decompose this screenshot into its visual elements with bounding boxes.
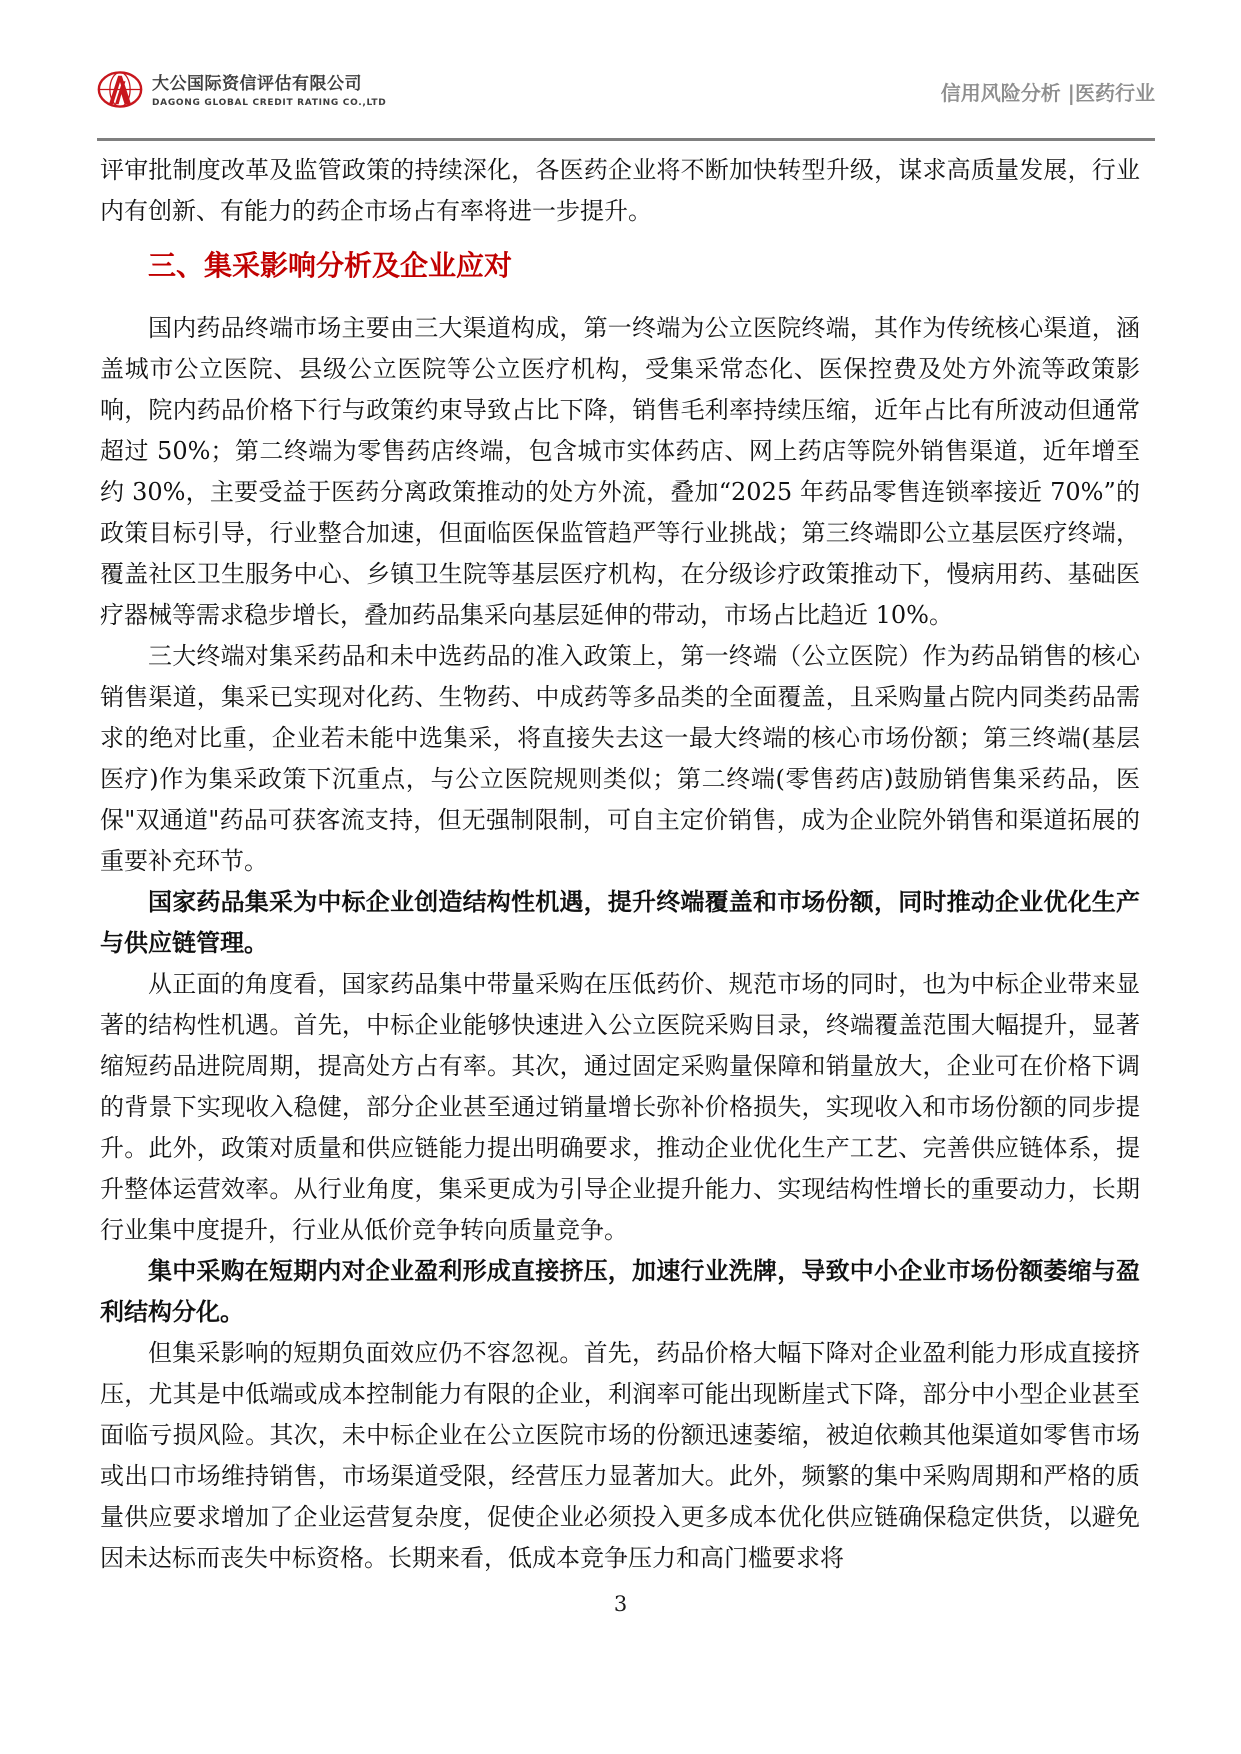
logo-text-block: [152, 75, 386, 108]
dagong-logo: [97, 70, 386, 113]
header-divider-rule: [97, 138, 1155, 141]
intro-paragraph: 评审批制度改革及监管政策的持续深化，各医药企业将不断加快转型升级，谋求高质量发展，行业内有创新、有能力的药企市场占有率将进一步提升。: [100, 156, 1140, 225]
company-name-en: DAGONG GLOBAL CREDIT RATING CO.,LTD: [152, 97, 387, 108]
company-name-cn: 大公国际资信评估有限公司: [152, 74, 362, 95]
section-heading: 三、集采影响分析及企业应对: [148, 249, 513, 282]
page-number: 3: [613, 1592, 628, 1616]
paragraphs: [100, 308, 1140, 1579]
paragraph: 但集采影响的短期负面效应仍不容忽视。首先，药品价格大幅下降对企业盈利能力形成直接挤压，尤其是中低端或成本控制能力有限的企业，利润率可能出现断崖式下降，部分中小型企业甚至面临亏损风险。其次，未中标企业在公立医院市场的份额迅速萎缩，被迫依赖其他渠道如零售市场或出口市场维持销售，市场渠道受限，经营压力显著加大。此外，频繁的集中采购周期和严格的质量供应要求增加了企业运营复杂度，促使企业必须投入更多成本优化供应链确保稳定供货，以避免因未达标而丧失中标资格。长期来看，低成本竞争压力和高门槛要求将: [100, 1339, 1140, 1572]
paragraph: 从正面的角度看，国家药品集中带量采购在压低药价、规范市场的同时，也为中标企业带来显著的结构性机遇。首先，中标企业能够快速进入公立医院采购目录，终端覆盖范围大幅提升，显著缩短药品进院周期，提高处方占有率。其次，通过固定采购量保障和销量放大，企业可在价格下调的背景下实现收入稳健，部分企业甚至通过销量增长弥补价格损失，实现收入和市场份额的同步提升。此外，政策对质量和供应链能力提出明确要求，推动企业优化生产工艺、完善供应链体系，提升整体运营效率。从行业角度，集采更成为引导企业提升能力、实现结构性增长的重要动力，长期行业集中度提升，行业从低价竞争转向质量竞争。: [100, 970, 1140, 1244]
document-body: [100, 150, 1140, 1579]
paragraph: 国家药品集采为中标企业创造结构性机遇，提升终端覆盖和市场份额，同时推动企业优化生产与供应链管理。: [100, 888, 1140, 957]
dagong-globe-icon: [97, 70, 143, 113]
paragraph: 三大终端对集采药品和未中选药品的准入政策上，第一终端（公立医院）作为药品销售的核心销售渠道，集采已实现对化药、生物药、中成药等多品类的全面覆盖，且采购量占院内同类药品需求的绝对比重，企业若未能中选集采，将直接失去这一最大终端的核心市场份额；第三终端(基层医疗)作为集采政策下沉重点，与公立医院规则类似；第二终端(零售药店)鼓励销售集采药品，医保"双通道"药品可获客流支持，但无强制限制，可自主定价销售，成为企业院外销售和渠道拓展的重要补充环节。: [100, 642, 1140, 875]
page-header: [97, 70, 1155, 113]
paragraph: 集中采购在短期内对企业盈利形成直接挤压，加速行业洗牌，导致中小企业市场份额萎缩与盈利结构分化。: [100, 1257, 1140, 1326]
paragraph: 国内药品终端市场主要由三大渠道构成，第一终端为公立医院终端，其作为传统核心渠道，涵盖城市公立医院、县级公立医院等公立医疗机构，受集采常态化、医保控费及处方外流等政策影响，院内药品价格下行与政策约束导致占比下降，销售毛利率持续压缩，近年占比有所波动但通常超过 50%；第二终端为零售药店终端，包含城市实体药店、网上药店等院外销售渠道，近年增至约 30%，主要受益于医药分离政策推动的处方外流，叠加“2025 年药品零售连锁率接近 70%”的政策目标引导，行业整合加速，但面临医保监管趋严等行业挑战；第三终端即公立基层医疗终端，覆盖社区卫生服务中心、乡镇卫生院等基层医疗机构，在分级诊疗政策推动下，慢病用药、基础医疗器械等需求稳步增长，叠加药品集采向基层延伸的带动，市场占比趋近 10%。: [100, 314, 1140, 629]
doc-type-label: 信用风险分析 |医药行业: [940, 81, 1155, 105]
